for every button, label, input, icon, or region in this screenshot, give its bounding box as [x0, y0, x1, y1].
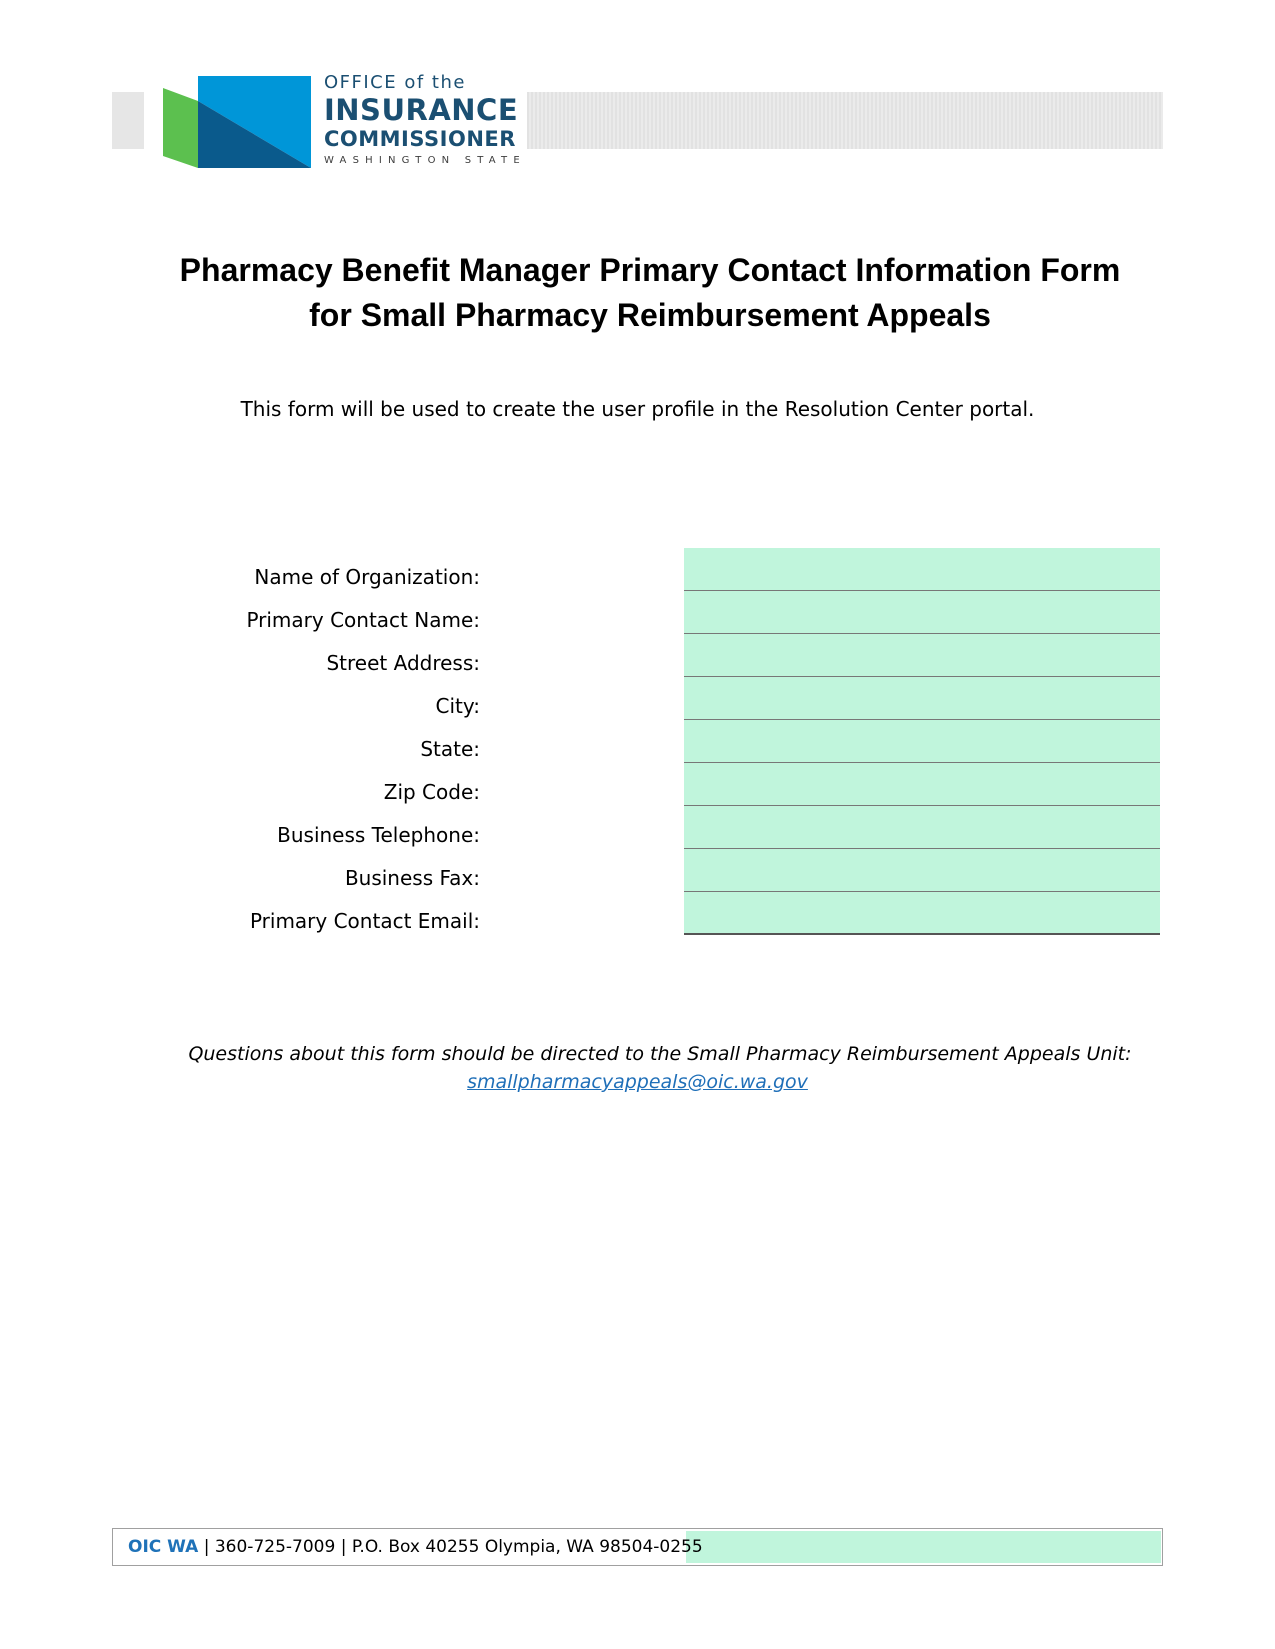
- label-business-telephone: Business Telephone:: [277, 823, 480, 847]
- footer-brand: OIC WA: [128, 1537, 199, 1557]
- business-telephone-field[interactable]: [684, 806, 1160, 849]
- footer-text: [128, 1537, 703, 1557]
- intro-text: This form will be used to create the user profile in the Resolution Center portal.: [240, 397, 1035, 421]
- label-contact-name: Primary Contact Name:: [246, 608, 480, 632]
- header-band-left: [112, 92, 144, 149]
- footer: [112, 1528, 1163, 1566]
- header-band-right: [527, 92, 1163, 149]
- logo-line-insurance: INSURANCE: [324, 93, 519, 127]
- city-field[interactable]: [684, 677, 1160, 720]
- appeals-email-link[interactable]: smallpharmacyappeals@oic.wa.gov: [467, 1071, 808, 1093]
- label-city: City:: [435, 694, 480, 718]
- organization-field[interactable]: [684, 548, 1160, 591]
- footer-details: | 360-725-7009 | P.O. Box 40255 Olympia, WA 98504-0255: [198, 1537, 703, 1557]
- label-state: State:: [420, 737, 480, 761]
- label-contact-email: Primary Contact Email:: [249, 909, 480, 933]
- label-zip-code: Zip Code:: [383, 780, 480, 804]
- contact-email-field[interactable]: [684, 892, 1160, 935]
- footer-fill: [686, 1531, 1161, 1563]
- page-title: [0, 248, 1275, 338]
- logo-line-office: OFFICE of the: [324, 72, 466, 93]
- questions-text: Questions about this form should be directed to the Small Pharmacy Reimbursement Appeals Unit:: [188, 1043, 1132, 1065]
- street-address-field[interactable]: [684, 634, 1160, 677]
- page-title-line2: for Small Pharmacy Reimbursement Appeals: [309, 297, 991, 333]
- logo-line-commissioner: COMMISSIONER: [324, 127, 516, 151]
- contact-name-field[interactable]: [684, 591, 1160, 634]
- label-street-address: Street Address:: [326, 651, 480, 675]
- state-field[interactable]: [684, 720, 1160, 763]
- business-fax-field[interactable]: [684, 849, 1160, 892]
- label-business-fax: Business Fax:: [344, 866, 480, 890]
- oic-logo-icon: [163, 76, 311, 168]
- zip-code-field[interactable]: [684, 763, 1160, 806]
- page-title-line1: Pharmacy Benefit Manager Primary Contact Information Form: [179, 252, 1121, 288]
- oic-logo-text: [324, 72, 526, 168]
- logo-line-washington: WASHINGTON STATE: [324, 155, 526, 166]
- label-organization: Name of Organization:: [254, 565, 480, 589]
